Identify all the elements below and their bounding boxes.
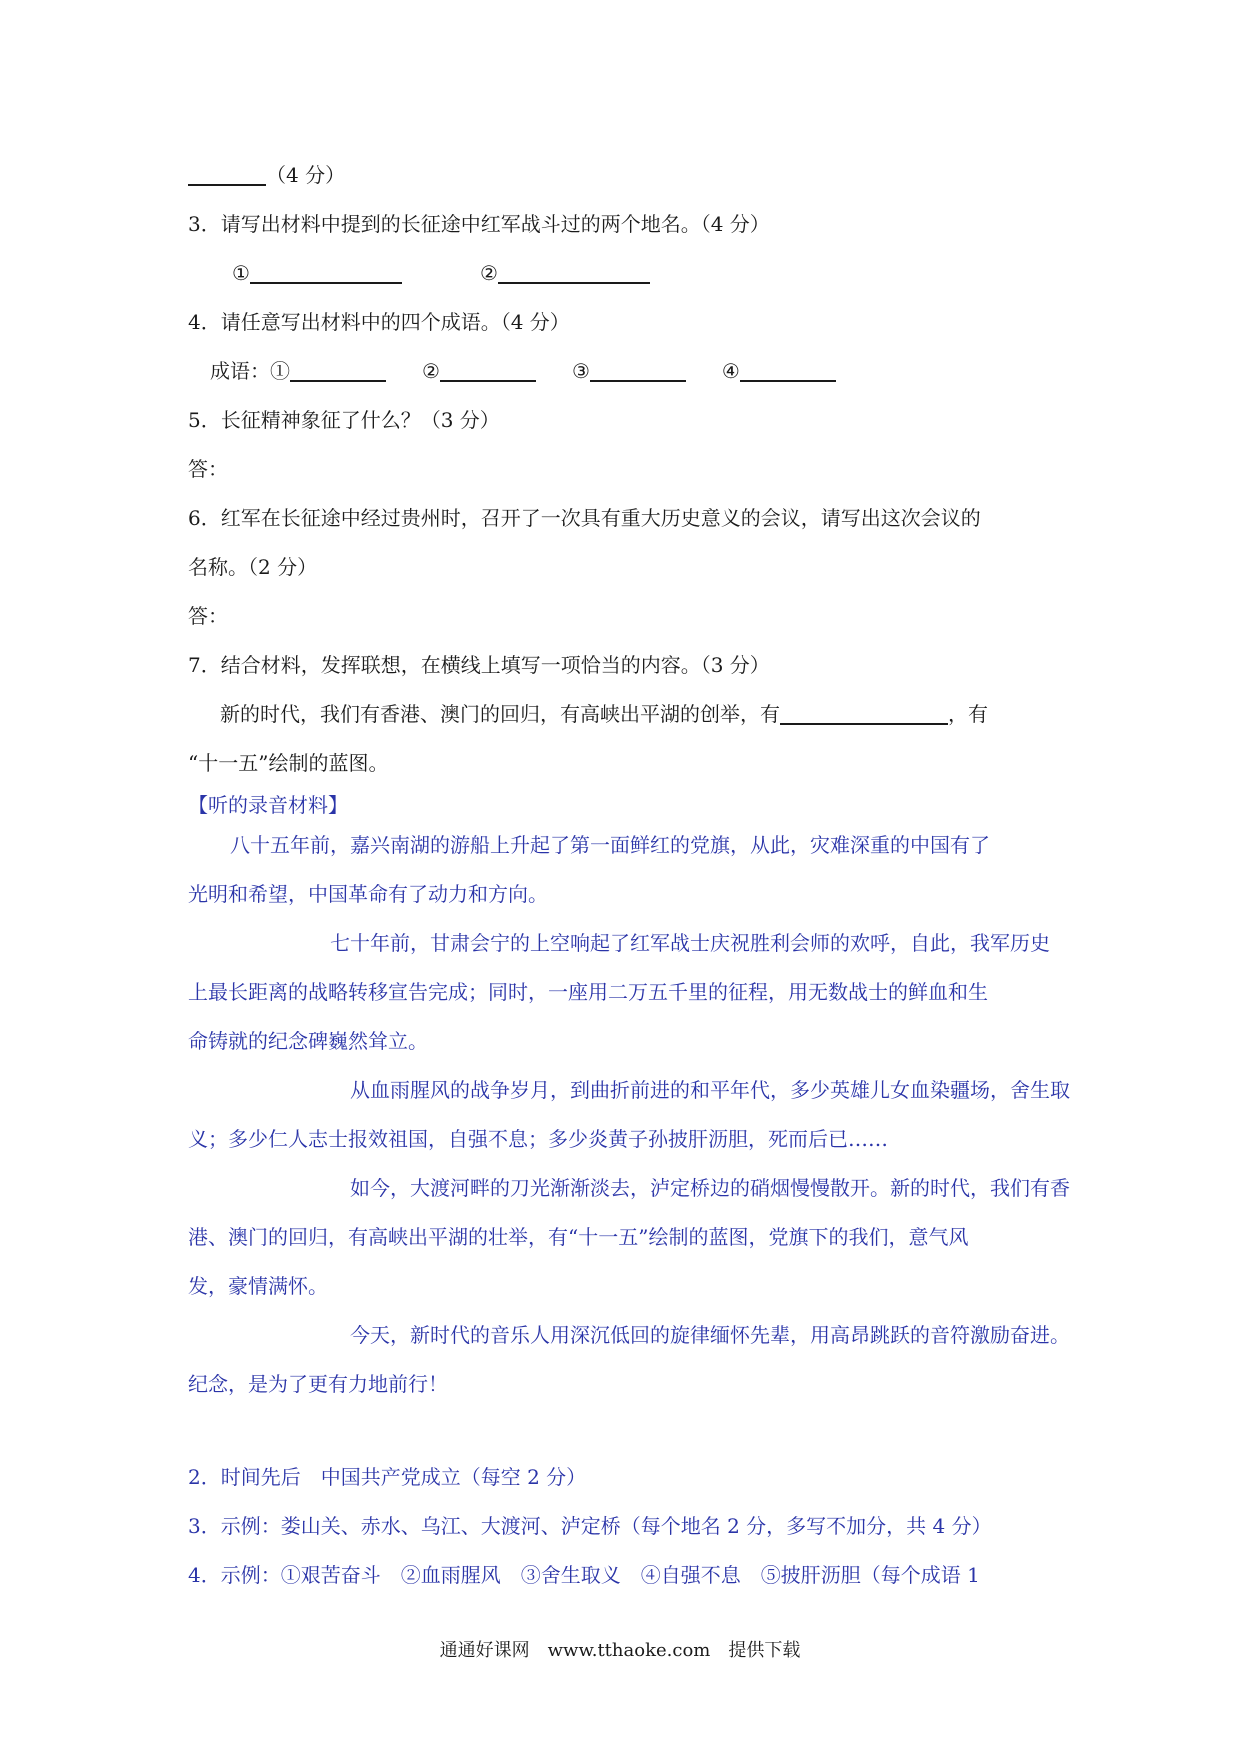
q3-prompt: 3．请写出材料中提到的长征途中红军战斗过的两个地名。（4 分）	[188, 212, 770, 236]
q6-prompt-line1: 6．红军在长征途中经过贵州时，召开了一次具有重大历史意义的会议，请写出这次会议的	[188, 506, 981, 530]
audio-p3-line2: 义；多少仁人志士报效祖国，自强不息；多少炎黄子孙披肝沥胆，死而后已……	[188, 1127, 888, 1151]
q4-label: 成语：	[210, 359, 270, 383]
audio-heading: 【听的录音材料】	[188, 793, 348, 817]
q7-prompt: 7．结合材料，发挥联想，在横线上填写一项恰当的内容。（3 分）	[188, 653, 770, 677]
answer-3: 3．示例：娄山关、赤水、乌江、大渡河、泸定桥（每个地名 2 分，多写不加分，共 4 分）	[188, 1514, 992, 1538]
audio-p1-line1: 八十五年前，嘉兴南湖的游船上升起了第一面鲜红的党旗，从此，灾难深重的中国有了	[230, 833, 990, 857]
q3-mark-1: ①	[232, 261, 250, 285]
answer-blank	[250, 260, 402, 284]
answer-blank	[498, 260, 650, 284]
answer-blank	[780, 701, 948, 725]
audio-p1-line2: 光明和希望，中国革命有了动力和方向。	[188, 882, 548, 906]
audio-p3-line1: 从血雨腥风的战争岁月，到曲折前进的和平年代，多少英雄儿女血染疆场，舍生取	[350, 1078, 1070, 1102]
q3-mark-2: ②	[479, 261, 498, 285]
audio-p5-line2: 纪念，是为了更有力地前行！	[188, 1372, 448, 1396]
q7-fill-line	[220, 699, 988, 729]
answer-4: 4．示例：①艰苦奋斗 ②血雨腥风 ③舍生取义 ④自强不息 ⑤披肝沥胆（每个成语 1	[188, 1563, 980, 1587]
q6-answer-label: 答：	[188, 604, 228, 628]
audio-p4-line2: 港、澳门的回归，有高峡出平湖的壮举，有“十一五”绘制的蓝图，党旗下的我们，意气风	[188, 1225, 969, 1249]
q2-points: （4 分）	[266, 163, 346, 187]
q2-answer-line	[188, 160, 345, 190]
audio-p4-line3: 发，豪情满怀。	[188, 1274, 328, 1298]
q6-prompt-line2: 名称。（2 分）	[188, 555, 318, 579]
q4-mark-2: ②	[422, 359, 440, 383]
answer-blank	[290, 358, 386, 382]
q5-prompt: 5．长征精神象征了什么？（3 分）	[188, 408, 500, 432]
answer-blank	[188, 162, 266, 186]
page-footer: 通通好课网 www.tthaoke.com 提供下载	[439, 1640, 801, 1661]
q5-answer-label: 答：	[188, 457, 228, 481]
q3-blanks-row	[232, 258, 650, 288]
audio-p5-line1: 今天，新时代的音乐人用深沉低回的旋律缅怀先辈，用高昂跳跃的音符激励奋进。	[350, 1323, 1070, 1347]
q4-mark-4: ④	[721, 359, 740, 383]
audio-p2-line3: 命铸就的纪念碑巍然耸立。	[188, 1029, 428, 1053]
q4-mark-1: ①	[270, 359, 290, 383]
q4-blanks-row	[210, 356, 836, 386]
answer-2: 2．时间先后 中国共产党成立（每空 2 分）	[188, 1465, 587, 1489]
q7-text-before: 新的时代，我们有香港、澳门的回归，有高峡出平湖的创举，有	[220, 702, 780, 726]
answer-blank	[440, 358, 536, 382]
audio-p2-line1: 七十年前，甘肃会宁的上空响起了红军战士庆祝胜利会师的欢呼，自此，我军历史	[330, 931, 1050, 955]
answer-blank	[590, 358, 686, 382]
audio-p2-line2: 上最长距离的战略转移宣告完成；同时，一座用二万五千里的征程，用无数战士的鲜血和生	[188, 980, 988, 1004]
q4-prompt: 4．请任意写出材料中的四个成语。（4 分）	[188, 310, 570, 334]
answer-blank	[740, 358, 836, 382]
q7-text-line2: “十一五”绘制的蓝图。	[188, 751, 389, 775]
audio-p4-line1: 如今，大渡河畔的刀光渐渐淡去，泸定桥边的硝烟慢慢散开。新的时代，我们有香	[350, 1176, 1070, 1200]
q4-mark-3: ③	[571, 359, 590, 383]
q7-text-after: ，有	[948, 702, 988, 726]
